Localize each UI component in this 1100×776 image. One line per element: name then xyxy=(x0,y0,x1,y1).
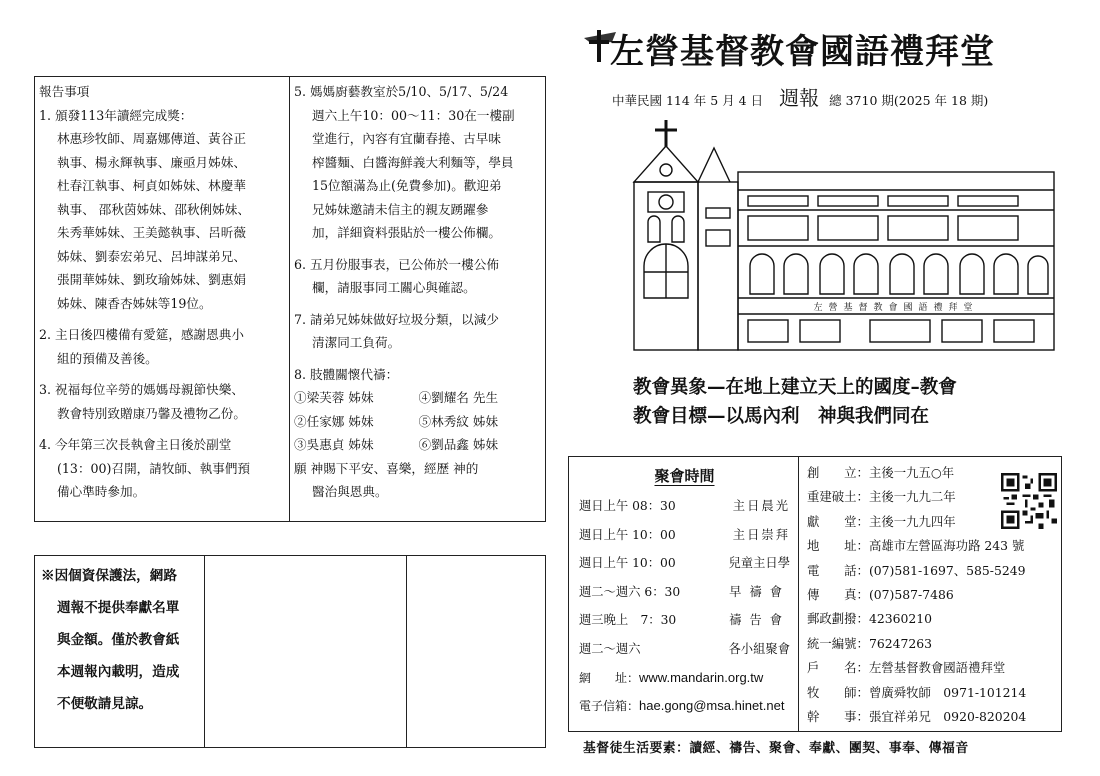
blank-column xyxy=(205,556,407,747)
meeting-time: 週三晚上 7：30 xyxy=(579,613,677,628)
website-row xyxy=(579,664,790,693)
meeting-time: 週日上午 10：00 xyxy=(579,527,676,542)
meeting-row xyxy=(579,635,790,664)
item-1-line: 杜春江執事、柯貞如姊妹、林慶華 xyxy=(57,178,246,193)
fact-tax-id: 統一編號：76247263 xyxy=(807,635,933,651)
item-5-cont: 榨醬麵、白醬海鮮義大利麵等，學員 xyxy=(312,154,514,170)
fact-fax: 傳 真：(07)587-7486 xyxy=(807,587,954,603)
privacy-line: 不便敬請見諒。 xyxy=(57,696,153,712)
prayer-name: ②任家娜 姊妹 xyxy=(294,413,374,429)
church-info-panel xyxy=(568,456,1062,732)
item-5: 5. 媽媽廚藝教室於5/10、5/17、5/24 xyxy=(294,84,509,99)
email-row xyxy=(579,692,790,721)
prayer-name: ①梁芙蓉 姊妹 xyxy=(294,390,374,405)
meeting-times-heading: 聚會時間 xyxy=(654,467,715,485)
meeting-row xyxy=(579,492,790,521)
meeting-name: 禱告會 xyxy=(729,613,790,628)
meeting-name: 主日崇拜 xyxy=(732,527,790,542)
fact-groundbreaking: 重建破土：主後一九九二年 xyxy=(807,489,956,505)
item-6: 6. 五月份服事表，已公佈於一樓公佈 xyxy=(294,256,499,272)
item-1-line: 執事、 邵秋茵姊妹、邵秋俐姊妹、 xyxy=(57,201,250,217)
item-8-closing: 願 神賜下平安、喜樂，經歷 神的 xyxy=(294,460,479,476)
christian-life-footer: 基督徒生活要素：讀經、禱告、聚會、奉獻、團契、事奉、傳福音 xyxy=(583,741,969,756)
item-6-cont: 欄，請服事同工關心與確認。 xyxy=(312,280,476,295)
item-3-cont: 教會特別致贈康乃馨及禮物乙份。 xyxy=(57,405,246,421)
item-4-cont: 備心準時參加。 xyxy=(57,484,146,499)
item-1-line: 姊妹、劉泰宏弟兄、呂坤謀弟兄、 xyxy=(57,248,246,264)
meeting-time: 週二～週六 6：30 xyxy=(579,584,681,599)
prayer-name: ⑤林秀紋 姊妹 xyxy=(418,413,499,429)
item-2-cont: 組的預備及善後。 xyxy=(57,350,158,366)
meeting-time: 週日上午 08：30 xyxy=(579,499,676,513)
item-5-cont: 週六上午10：00～11：30在一樓副 xyxy=(312,107,515,123)
item-1-line: 姊妹、陳香杏姊妹等19位。 xyxy=(57,295,212,311)
privacy-notice xyxy=(35,556,205,747)
item-5-cont: 15位額滿為止(免費參加)。歡迎弟 xyxy=(312,178,502,193)
fact-postal-account: 郵政劃撥：42360210 xyxy=(807,611,933,627)
item-5-cont: 加，詳細資料張貼於一樓公佈欄。 xyxy=(312,225,501,240)
fact-founded: 創 立：主後一九五○年 xyxy=(807,465,955,480)
prayer-name: ③吳惠貞 姊妹 xyxy=(294,437,374,452)
privacy-line: 與金額。僅於教會紙 xyxy=(57,632,180,648)
fact-account-name: 戶 名：左營基督教會國語禮拜堂 xyxy=(807,660,1006,676)
prayer-row xyxy=(294,410,543,434)
announcements-heading: 報告事項 xyxy=(39,84,90,99)
meeting-name: 兒童主日學 xyxy=(728,556,790,571)
item-7: 7. 請弟兄姊妹做好垃圾分類，以減少 xyxy=(294,311,499,327)
fact-dedication: 獻 堂：主後一九九四年 xyxy=(807,513,956,529)
item-4: 4. 今年第三次長執會主日後於副堂 xyxy=(39,437,232,452)
item-8-closing-cont: 醫治與恩典。 xyxy=(312,484,388,499)
bulletin-word: 週報 xyxy=(779,86,820,110)
email-label: 電子信箱： xyxy=(579,699,640,714)
church-goal: 教會目標—以馬內利 神與我們同在 xyxy=(633,406,930,427)
privacy-notice-panel xyxy=(34,555,546,748)
fact-address: 地 址：高雄市左營區海功路 243 號 xyxy=(807,538,1025,554)
prayer-name: ④劉耀名 先生 xyxy=(418,390,499,405)
issue-line xyxy=(612,82,988,111)
email-link[interactable]: hae.gong@msa.hinet.net xyxy=(639,698,785,714)
item-5-cont: 兄姊妹邀請未信主的親友踴躍參 xyxy=(312,201,489,217)
announcements-left-column xyxy=(35,77,290,521)
announcements-panel xyxy=(34,76,546,522)
item-8-title: 8. 肢體關懷代禱： xyxy=(294,366,399,382)
website-label: 網 址： xyxy=(579,670,640,685)
prayer-name: ⑥劉品鑫 姊妹 xyxy=(418,437,499,452)
fact-pastor: 牧 師：曾廣舜牧師 0971-101214 xyxy=(807,684,1027,700)
privacy-line: ※因個資保護法，網路 xyxy=(41,568,177,584)
item-3: 3. 祝福每位辛勞的媽媽母親節快樂、 xyxy=(39,382,244,397)
privacy-line: 本週報內載明，造成 xyxy=(57,664,180,680)
meeting-name: 主日晨光 xyxy=(732,499,790,513)
meeting-name: 早禱會 xyxy=(729,584,790,599)
meeting-row xyxy=(579,606,790,635)
item-1-line: 朱秀華姊妹、王美懿執事、呂昕薇 xyxy=(57,225,246,240)
privacy-line: 週報不提供奉獻名單 xyxy=(57,600,180,616)
item-2: 2. 主日後四樓備有愛筵，感謝恩典小 xyxy=(39,327,244,342)
announcements-right-column xyxy=(290,77,547,521)
qr-code-icon[interactable] xyxy=(1001,473,1057,529)
church-title: 左營基督教會國語禮拜堂 xyxy=(610,32,995,72)
meeting-row xyxy=(579,549,790,578)
date: 中華民國 114 年 5 月 4 日 xyxy=(612,93,764,108)
item-1-line: 執事、楊永輝執事、廉亟月姊妹、 xyxy=(57,154,246,170)
issue-number: 總 3710 期(2025 年 18 期) xyxy=(829,93,989,108)
prayer-row xyxy=(294,386,543,410)
website-link[interactable]: www.mandarin.org.tw xyxy=(639,669,764,685)
meeting-time: 週日上午 10：00 xyxy=(579,556,676,571)
church-building-illustration xyxy=(630,118,1060,354)
item-1-line: 林惠珍牧師、周嘉娜傳道、黃谷正 xyxy=(57,131,246,146)
fact-secretary: 幹 事：張宜祥弟兄 0920-820204 xyxy=(807,709,1027,725)
meeting-row xyxy=(579,521,790,550)
item-1-title: 1. 頒發113年讀經完成獎： xyxy=(39,107,193,123)
building-sign: 左營基督教會國語禮拜堂 xyxy=(813,303,979,313)
item-7-cont: 清潔同工負荷。 xyxy=(312,335,401,350)
meeting-time: 週二～週六 xyxy=(579,641,641,656)
item-4-cont: (13：00)召開，請牧師、執事們預 xyxy=(57,460,251,476)
meeting-row xyxy=(579,578,790,607)
church-vision: 教會異象—在地上建立天上的國度–教會 xyxy=(633,377,957,398)
fact-phone: 電 話：(07)581-1697、585-5249 xyxy=(807,562,1026,578)
meeting-times xyxy=(569,457,799,731)
meeting-name: 各小組聚會 xyxy=(728,641,790,656)
item-1-line: 張開華姊妹、劉玫瑜姊妹、劉惠娟 xyxy=(57,272,246,287)
prayer-row xyxy=(294,433,543,457)
item-5-cont: 堂進行，內容有宜蘭春捲、古早味 xyxy=(312,131,501,146)
